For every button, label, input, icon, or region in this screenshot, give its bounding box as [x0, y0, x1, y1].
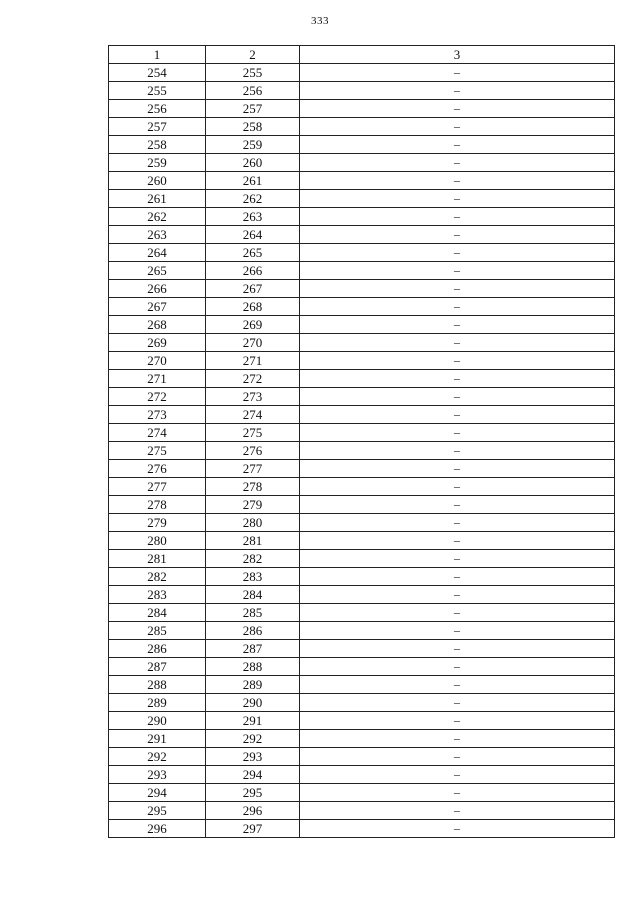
table-cell-dash: – [300, 262, 615, 280]
table-row [109, 604, 615, 622]
table-cell-dash: – [300, 316, 615, 334]
table-cell: 255 [206, 64, 300, 82]
table-cell-dash: – [300, 586, 615, 604]
table-row [109, 532, 615, 550]
table-cell-dash: – [300, 406, 615, 424]
table-cell-dash: – [300, 550, 615, 568]
table-row [109, 352, 615, 370]
table-cell: 259 [206, 136, 300, 154]
table-cell-dash: – [300, 226, 615, 244]
table-cell: 278 [109, 496, 206, 514]
table-cell: 270 [206, 334, 300, 352]
table-cell: 257 [109, 118, 206, 136]
table-row [109, 658, 615, 676]
column-header: 3 [300, 46, 615, 64]
table-cell: 295 [206, 784, 300, 802]
table-cell-dash: – [300, 136, 615, 154]
table-row [109, 226, 615, 244]
table-row [109, 730, 615, 748]
table-cell: 277 [206, 460, 300, 478]
table-cell: 254 [109, 64, 206, 82]
table-row [109, 550, 615, 568]
table-cell: 266 [206, 262, 300, 280]
table-cell: 267 [206, 280, 300, 298]
table-cell: 290 [109, 712, 206, 730]
table-cell: 275 [206, 424, 300, 442]
table-cell: 268 [109, 316, 206, 334]
table-cell-dash: – [300, 478, 615, 496]
table-row [109, 172, 615, 190]
table-cell: 295 [109, 802, 206, 820]
table-cell: 263 [206, 208, 300, 226]
table-cell-dash: – [300, 532, 615, 550]
page-number: 333 [311, 15, 329, 27]
table-cell: 281 [206, 532, 300, 550]
table-cell-dash: – [300, 172, 615, 190]
table-cell: 269 [109, 334, 206, 352]
table-cell-dash: – [300, 352, 615, 370]
table-cell: 264 [206, 226, 300, 244]
table-cell-dash: – [300, 676, 615, 694]
table-row [109, 784, 615, 802]
table-cell-dash: – [300, 334, 615, 352]
table-row [109, 442, 615, 460]
table-cell-dash: – [300, 622, 615, 640]
table-cell: 286 [109, 640, 206, 658]
table-cell-dash: – [300, 442, 615, 460]
table-cell: 291 [206, 712, 300, 730]
table-row [109, 712, 615, 730]
table-cell: 258 [109, 136, 206, 154]
table-cell: 281 [109, 550, 206, 568]
table-cell: 274 [109, 424, 206, 442]
table-cell: 293 [206, 748, 300, 766]
table-cell: 258 [206, 118, 300, 136]
table-cell: 265 [109, 262, 206, 280]
table-row [109, 820, 615, 838]
table-cell: 287 [109, 658, 206, 676]
table-cell: 263 [109, 226, 206, 244]
table-cell-dash: – [300, 640, 615, 658]
table-cell: 294 [109, 784, 206, 802]
table-row [109, 298, 615, 316]
table-cell-dash: – [300, 298, 615, 316]
table-row [109, 424, 615, 442]
table-cell-dash: – [300, 514, 615, 532]
table-cell: 282 [109, 568, 206, 586]
table-cell: 294 [206, 766, 300, 784]
table-cell-dash: – [300, 100, 615, 118]
table-cell: 271 [109, 370, 206, 388]
table-cell: 256 [206, 82, 300, 100]
table-cell-dash: – [300, 370, 615, 388]
table-row [109, 388, 615, 406]
table-row [109, 802, 615, 820]
table-cell: 257 [206, 100, 300, 118]
table-cell: 266 [109, 280, 206, 298]
table-row [109, 406, 615, 424]
table-row [109, 514, 615, 532]
table-cell: 273 [109, 406, 206, 424]
table-cell: 272 [109, 388, 206, 406]
table-row [109, 622, 615, 640]
table-cell: 265 [206, 244, 300, 262]
table-cell-dash: – [300, 712, 615, 730]
table-cell: 284 [206, 586, 300, 604]
table-cell: 288 [109, 676, 206, 694]
table-cell: 282 [206, 550, 300, 568]
table-row [109, 766, 615, 784]
table-cell: 274 [206, 406, 300, 424]
table-row [109, 244, 615, 262]
table-row [109, 334, 615, 352]
table-cell: 278 [206, 478, 300, 496]
table-row [109, 370, 615, 388]
table-cell: 296 [206, 802, 300, 820]
table-row [109, 190, 615, 208]
table-cell: 275 [109, 442, 206, 460]
table-cell: 293 [109, 766, 206, 784]
table-cell: 279 [109, 514, 206, 532]
table-cell: 287 [206, 640, 300, 658]
table-cell-dash: – [300, 604, 615, 622]
table-cell: 292 [109, 748, 206, 766]
table-row [109, 154, 615, 172]
table-cell: 262 [206, 190, 300, 208]
table-cell-dash: – [300, 388, 615, 406]
table-row [109, 280, 615, 298]
table-row [109, 208, 615, 226]
table-cell-dash: – [300, 208, 615, 226]
table-row [109, 82, 615, 100]
table-row [109, 460, 615, 478]
table-cell-dash: – [300, 460, 615, 478]
table-cell: 285 [109, 622, 206, 640]
table-cell-dash: – [300, 64, 615, 82]
table-row [109, 568, 615, 586]
table-cell-dash: – [300, 424, 615, 442]
table-cell: 280 [206, 514, 300, 532]
table-cell: 280 [109, 532, 206, 550]
table-cell-dash: – [300, 694, 615, 712]
table-cell: 260 [206, 154, 300, 172]
table-header [109, 46, 615, 64]
table-row [109, 496, 615, 514]
table-cell: 264 [109, 244, 206, 262]
table-cell: 267 [109, 298, 206, 316]
table-cell: 268 [206, 298, 300, 316]
header-row [109, 46, 615, 64]
table-cell-dash: – [300, 748, 615, 766]
table-cell-dash: – [300, 190, 615, 208]
table-cell: 296 [109, 820, 206, 838]
table-cell-dash: – [300, 802, 615, 820]
table-cell: 290 [206, 694, 300, 712]
table-cell: 272 [206, 370, 300, 388]
table-cell: 259 [109, 154, 206, 172]
table-cell: 262 [109, 208, 206, 226]
table-cell: 269 [206, 316, 300, 334]
column-header: 2 [206, 46, 300, 64]
table-cell: 288 [206, 658, 300, 676]
table-cell-dash: – [300, 82, 615, 100]
table-cell: 285 [206, 604, 300, 622]
table-cell-dash: – [300, 820, 615, 838]
table-cell: 292 [206, 730, 300, 748]
table-cell-dash: – [300, 730, 615, 748]
table-cell-dash: – [300, 118, 615, 136]
table-cell-dash: – [300, 784, 615, 802]
table-cell-dash: – [300, 766, 615, 784]
table-cell: 273 [206, 388, 300, 406]
table-cell: 297 [206, 820, 300, 838]
table-row [109, 676, 615, 694]
table-cell: 261 [206, 172, 300, 190]
table-cell: 261 [109, 190, 206, 208]
table-cell: 277 [109, 478, 206, 496]
table-cell: 260 [109, 172, 206, 190]
table-row [109, 478, 615, 496]
column-header: 1 [109, 46, 206, 64]
table-row [109, 136, 615, 154]
table-row [109, 100, 615, 118]
table-cell-dash: – [300, 244, 615, 262]
table-cell: 284 [109, 604, 206, 622]
table-cell-dash: – [300, 280, 615, 298]
table-cell-dash: – [300, 154, 615, 172]
table-cell: 270 [109, 352, 206, 370]
table-row [109, 118, 615, 136]
table-body [109, 64, 615, 838]
table-cell: 289 [109, 694, 206, 712]
table-cell: 255 [109, 82, 206, 100]
table-cell: 271 [206, 352, 300, 370]
table-row [109, 586, 615, 604]
table-cell-dash: – [300, 658, 615, 676]
table-row [109, 640, 615, 658]
table-cell: 279 [206, 496, 300, 514]
table-row [109, 694, 615, 712]
table-cell-dash: – [300, 496, 615, 514]
table-cell: 256 [109, 100, 206, 118]
table-cell: 283 [206, 568, 300, 586]
table-row [109, 748, 615, 766]
table-row [109, 316, 615, 334]
table-row [109, 64, 615, 82]
table-cell: 276 [206, 442, 300, 460]
table-row [109, 262, 615, 280]
table-cell-dash: – [300, 568, 615, 586]
table-cell: 283 [109, 586, 206, 604]
table-cell: 276 [109, 460, 206, 478]
table-cell: 286 [206, 622, 300, 640]
data-table [108, 45, 615, 838]
table-cell: 291 [109, 730, 206, 748]
table-cell: 289 [206, 676, 300, 694]
